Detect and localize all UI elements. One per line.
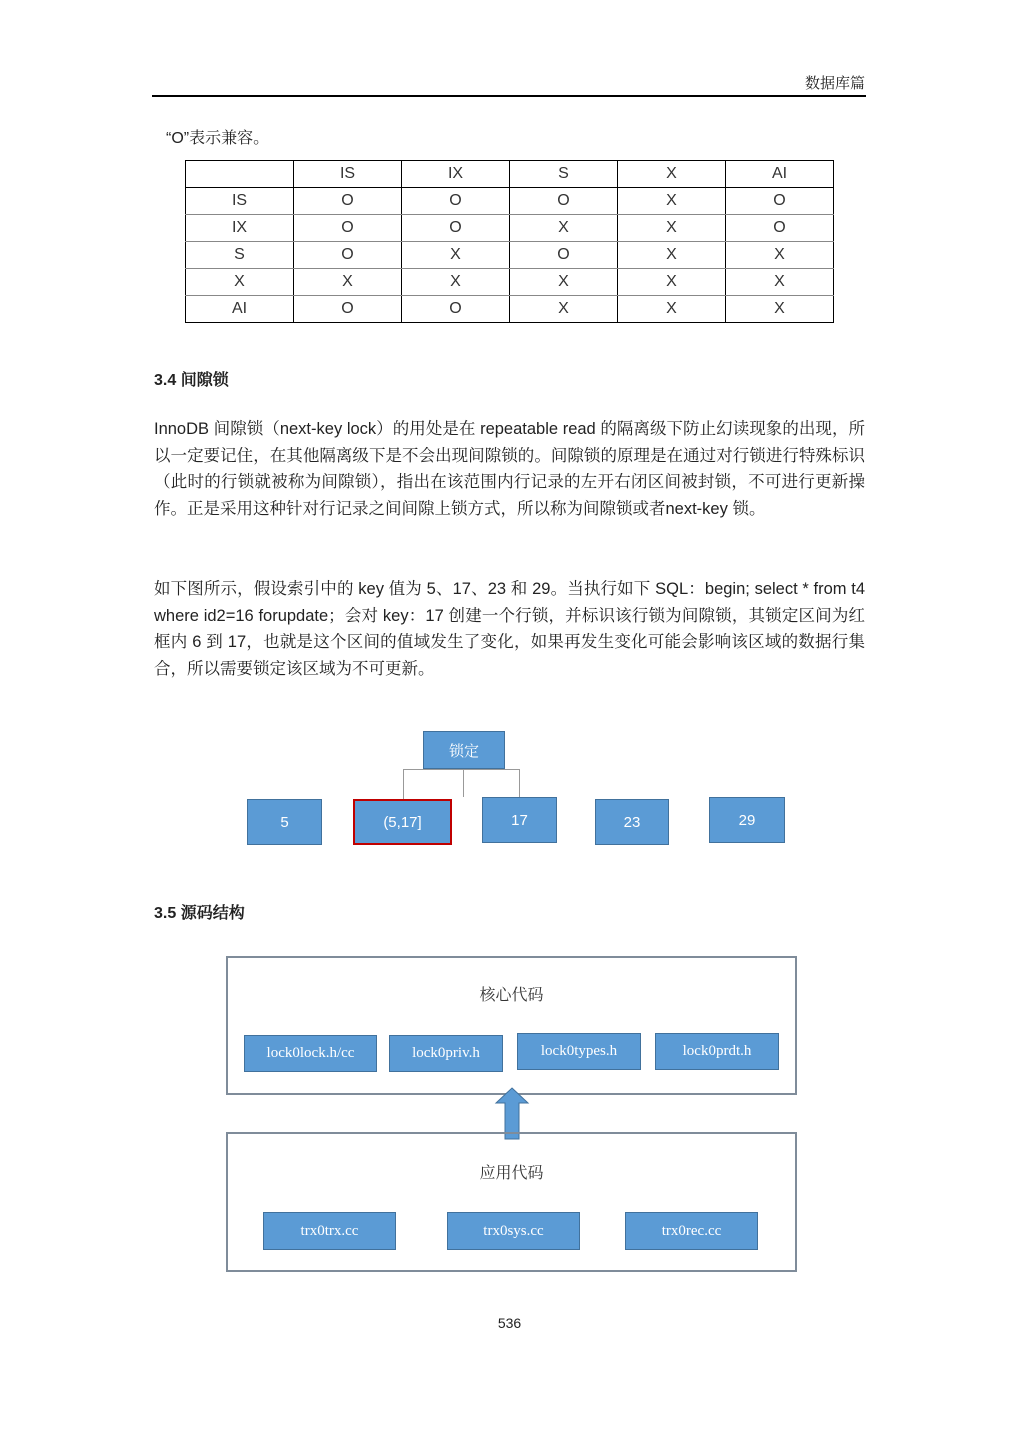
table-cell: X bbox=[510, 269, 618, 296]
file-node: lock0lock.h/cc bbox=[244, 1035, 377, 1072]
connector bbox=[403, 769, 404, 799]
table-row bbox=[186, 296, 834, 323]
page-number: 536 bbox=[497, 1315, 522, 1331]
table-header-row bbox=[186, 161, 834, 188]
table-cell: X bbox=[726, 296, 834, 323]
table-cell: IS bbox=[294, 161, 402, 188]
gap-range-node: (5,17] bbox=[353, 799, 452, 845]
table-cell: S bbox=[186, 242, 294, 269]
file-node: lock0types.h bbox=[517, 1033, 641, 1070]
table-cell: O bbox=[402, 215, 510, 242]
paragraph-gap-lock-example: 如下图所示，假设索引中的 key 值为 5、17、23 和 29。当执行如下 SQL：begin; select * from t4 where id2=16 forupdate；会对 key：17 创建一个行锁，并标识该行锁为间隙锁，其锁定区间为红框内 6 到 17，也就是这个区间的值域发生了变化，如果再发生变化可能会影响该区域的数据行集合，所以需要锁定该区域为不可更新。 bbox=[154, 580, 865, 678]
running-header: 数据库篇 bbox=[804, 75, 865, 92]
table-cell: X bbox=[186, 269, 294, 296]
key-node: 29 bbox=[709, 797, 785, 843]
connector bbox=[403, 769, 520, 770]
core-code-frame bbox=[226, 956, 797, 1095]
table-note: “O”表示兼容。 bbox=[166, 130, 270, 147]
table-cell: X bbox=[726, 269, 834, 296]
table-cell: S bbox=[510, 161, 618, 188]
app-code-frame bbox=[226, 1132, 797, 1272]
table-row bbox=[186, 269, 834, 296]
table-cell: IS bbox=[186, 188, 294, 215]
table-cell: O bbox=[726, 188, 834, 215]
table-cell: O bbox=[402, 188, 510, 215]
table-cell: IX bbox=[186, 215, 294, 242]
table-cell: X bbox=[618, 242, 726, 269]
table-cell: X bbox=[402, 269, 510, 296]
file-node: trx0rec.cc bbox=[625, 1212, 758, 1250]
section-heading-3-4: 3.4 间隙锁 bbox=[154, 372, 229, 389]
key-node: 23 bbox=[595, 799, 669, 845]
table-cell: O bbox=[294, 242, 402, 269]
table-cell: O bbox=[294, 188, 402, 215]
section-heading-3-5: 3.5 源码结构 bbox=[154, 905, 245, 922]
table-cell: O bbox=[726, 215, 834, 242]
key-node: 5 bbox=[247, 799, 322, 845]
header-rule bbox=[152, 95, 866, 97]
lock-compatibility-table bbox=[185, 160, 834, 323]
table-cell: O bbox=[402, 296, 510, 323]
table-cell: X bbox=[294, 269, 402, 296]
table-cell bbox=[186, 161, 294, 188]
table-cell: AI bbox=[726, 161, 834, 188]
table-cell: X bbox=[618, 269, 726, 296]
table-cell: O bbox=[294, 215, 402, 242]
table-row bbox=[186, 242, 834, 269]
app-code-title: 应用代码 bbox=[479, 1165, 544, 1182]
table-cell: IX bbox=[402, 161, 510, 188]
table-cell: X bbox=[618, 215, 726, 242]
table-cell: X bbox=[510, 215, 618, 242]
table-cell: O bbox=[510, 242, 618, 269]
table-cell: X bbox=[618, 161, 726, 188]
table-cell: X bbox=[726, 242, 834, 269]
file-node: trx0sys.cc bbox=[447, 1212, 580, 1250]
table-row bbox=[186, 188, 834, 215]
table-cell: O bbox=[294, 296, 402, 323]
table-cell: X bbox=[402, 242, 510, 269]
file-node: lock0priv.h bbox=[389, 1035, 503, 1072]
core-code-title: 核心代码 bbox=[479, 987, 544, 1004]
table-row bbox=[186, 215, 834, 242]
key-node: 17 bbox=[482, 797, 557, 843]
table-cell: AI bbox=[186, 296, 294, 323]
lock-node: 锁定 bbox=[423, 731, 505, 769]
table-cell: X bbox=[618, 296, 726, 323]
table-cell: X bbox=[618, 188, 726, 215]
file-node: trx0trx.cc bbox=[263, 1212, 396, 1250]
file-node: lock0prdt.h bbox=[655, 1033, 779, 1070]
table-cell: O bbox=[510, 188, 618, 215]
connector bbox=[519, 769, 520, 797]
table-cell: X bbox=[510, 296, 618, 323]
paragraph-gap-lock-intro: InnoDB 间隙锁（next-key lock）的用处是在 repeatable read 的隔离级下防止幻读现象的出现，所以一定要记住，在其他隔离级下是不会出现间隙锁的。间隙锁的原理是在通过对行锁进行特殊标识（此时的行锁就被称为间隙锁），指出在该范围内行记录的左开右闭区间被封锁，不可进行更新操作。正是采用这种针对行记录之间间隙上锁方式，所以称为间隙锁或者next-key 锁。 bbox=[154, 420, 865, 518]
connector bbox=[463, 769, 464, 797]
